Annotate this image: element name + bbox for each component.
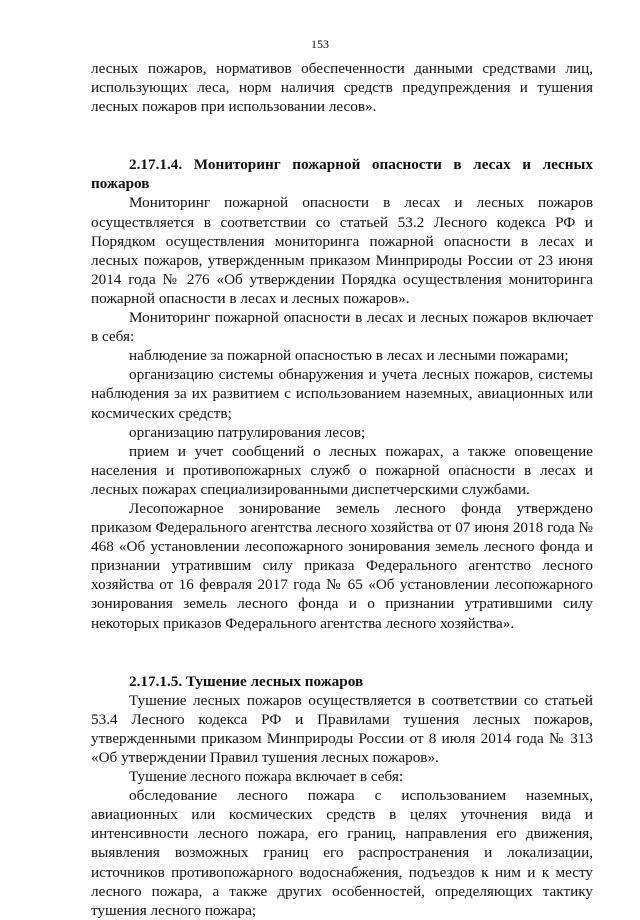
paragraph: Тушение лесных пожаров осуществляется в соответствии со статьей 53.4 Лесного кодекса РФ и Правилами тушения лесных пожаров, утвержденными приказом Минприроды России от 8 июля 2014 года № 313 «Об утверждении Правил тушения лесных пожаров». [91,691,593,766]
list-item: прием и учет сообщений о лесных пожарах, а также оповещение населения и противопожарных служб о пожарной опасности в лесах и лесных пожарах специализированными диспетчерскими службами. [91,442,593,498]
paragraph: Мониторинг пожарной опасности в лесах и лесных пожаров осуществляется в соответствии со статьей 53.2 Лесного кодекса РФ и Порядком осуществления мониторинга пожарной опасности в лесах и лесных пожаров, утвержденным приказом Минприроды России от 23 июня 2014 года № 276 «Об утверждении Порядка осуществления мониторинга пожарной опасности в лесах и лесных пожаров». [91,194,593,307]
page-content [91,59,593,920]
paragraph: Мониторинг пожарной опасности в лесах и лесных пожаров включает в себя: [91,309,593,346]
paragraph: Тушение лесного пожара включает в себя: [129,768,404,786]
section-spacer [91,633,593,672]
section-heading-monitoring: 2.17.1.4. Мониторинг пожарной опасности в лесах и лесных пожаров [91,156,593,193]
paragraph: Лесопожарное зонирование земель лесного фонда утверждено приказом Федерального агентства лесного хозяйства от 07 июня 2018 года № 468 «Об установлении лесопожарного зонирования земель лесного фонда и признании утратившим силу приказа Федерального агентство лесного хозяйства от 16 февраля 2017 года № 65 «Об установлении лесопожарного зонирования земель лесного фонда и о признании утратившими силу некоторых приказов Федерального агентства лесного хозяйства». [91,499,593,632]
list-item: обследование лесного пожара с использованием наземных, авиационных или космических средств в целях уточнения вида и интенсивности лесного пожара, его границ, направления его движения, выявления возможных границ его распространения и локализации, источников противопожарного водоснабжения, подъездов к ним и к месту лесного пожара, а также других особенностей, определяющих тактику тушения лесного пожара; [91,787,593,919]
section-spacer [91,116,593,155]
section-heading-extinguishing: 2.17.1.5. Тушение лесных пожаров [129,672,364,690]
list-item: организацию системы обнаружения и учета лесных пожаров, системы наблюдения за их развитием с использованием наземных, авиационных или космических средств; [91,366,593,422]
page-number: 153 [311,37,329,51]
continued-paragraph: лесных пожаров, нормативов обеспеченности данными средствами лиц, использующих леса, норм наличия средств предупреждения и тушения лесных пожаров при использовании лесов». [91,60,593,116]
list-item: наблюдение за пожарной опасностью в лесах и лесными пожарами; [129,347,569,365]
list-item: организацию патрулирования лесов; [129,423,366,441]
